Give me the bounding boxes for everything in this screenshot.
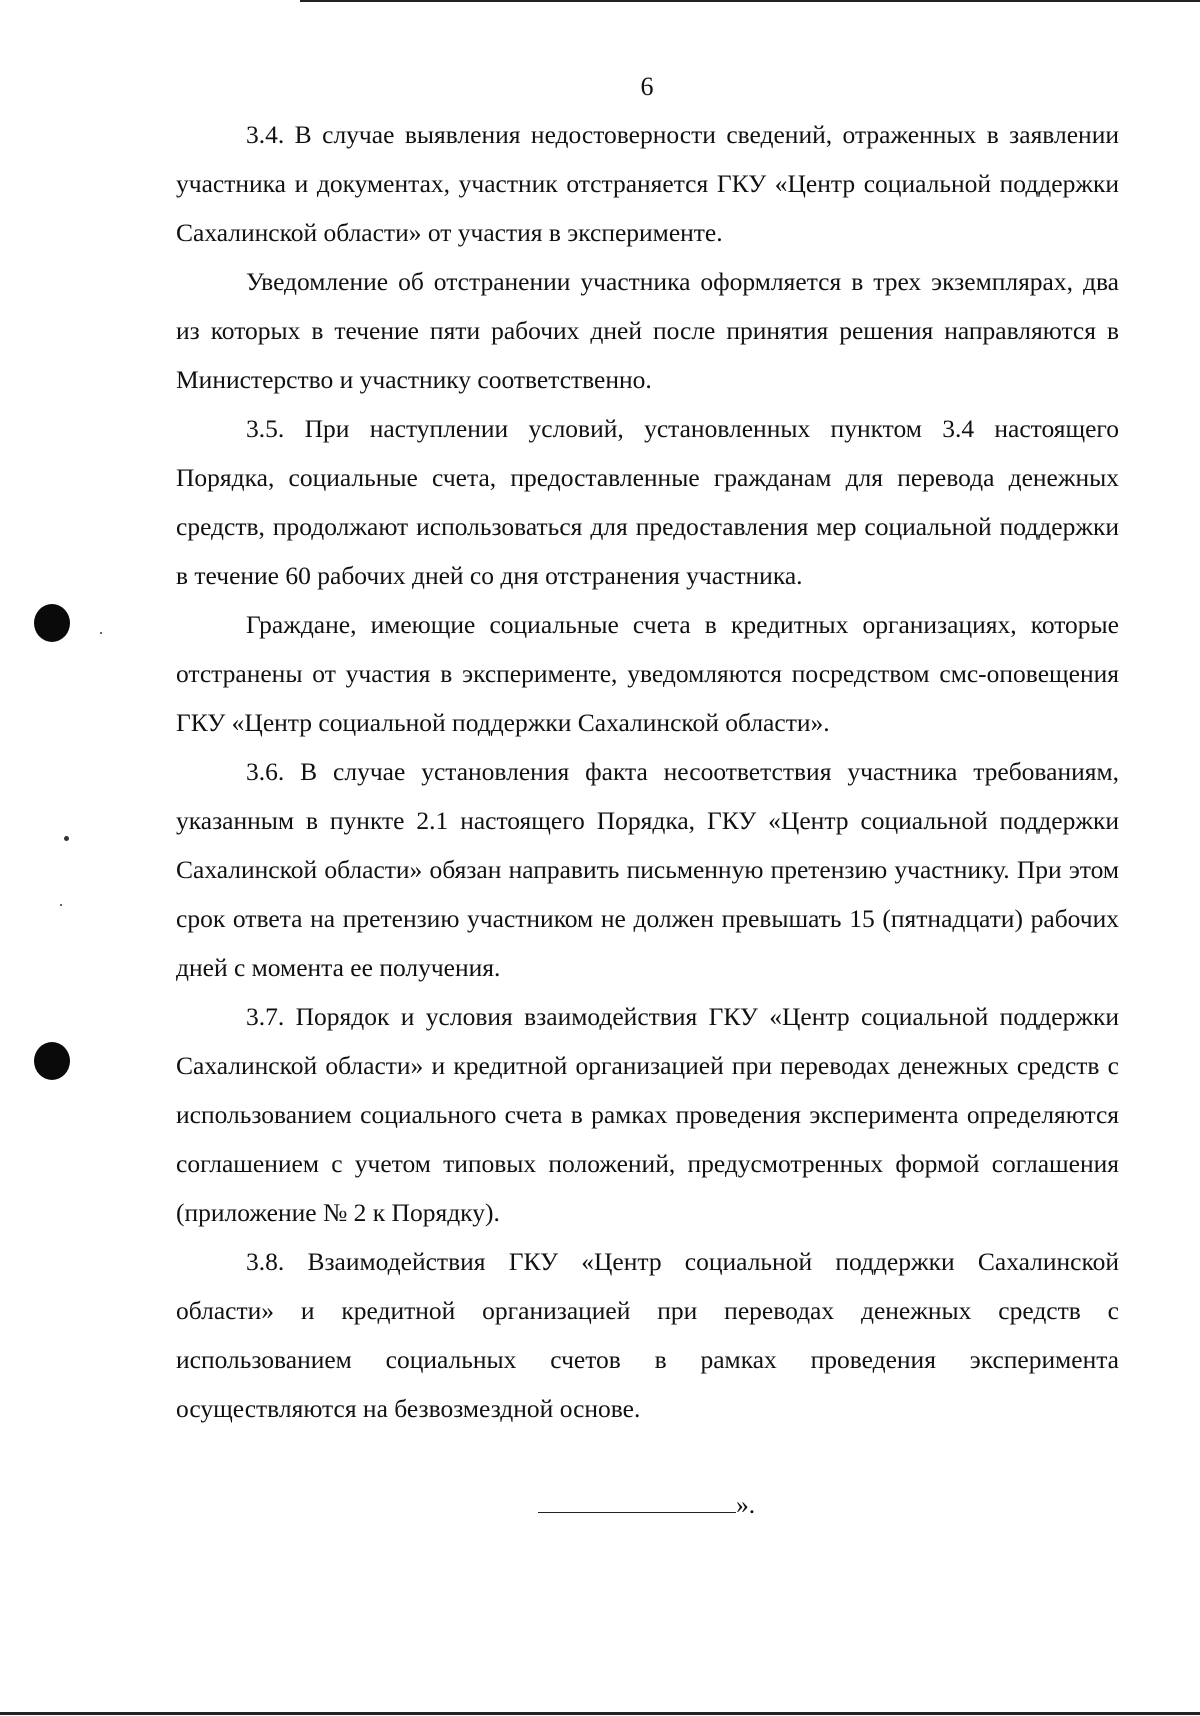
document-body: [176, 110, 1119, 1433]
paragraph-3-8: 3.8. Взаимодействия ГКУ «Центр социальной поддержки Сахалинской области» и кредитной организацией при переводах денежных средств с использованием социальных счетов в рамках проведения эксперимента осуществляются на безвозмездной основе.: [176, 1247, 1119, 1423]
paragraph-3-7: 3.7. Порядок и условия взаимодействия ГКУ «Центр социальной поддержки Сахалинской области» и кредитной организацией при переводах денежных средств с использованием социального счета в рамках проведения эксперимента определяются соглашением с учетом типовых положений, предусмотренных формой соглашения (приложение № 2 к Порядку).: [176, 1002, 1119, 1227]
scan-top-edge: [300, 0, 1200, 2]
page-number: 6: [640, 72, 654, 101]
paragraph-3-4: 3.4. В случае выявления недостоверности сведений, отраженных в заявлении участника и документах, участник отстраняется ГКУ «Центр социальной поддержки Сахалинской области» от участия в эксперименте.: [176, 120, 1119, 247]
scan-speck: [60, 904, 62, 906]
closing-underline: [538, 1488, 736, 1513]
paragraph-3-6: 3.6. В случае установления факта несоответствия участника требованиям, указанным в пункте 2.1 настоящего Порядка, ГКУ «Центр социальной поддержки Сахалинской области» обязан направить письменную претензию участнику. При этом срок ответа на претензию участником не должен превышать 15 (пятнадцати) рабочих дней с момента ее получения.: [176, 757, 1119, 982]
scan-bottom-edge: [0, 1712, 1200, 1715]
closing-quote: ».: [736, 1490, 756, 1519]
punch-hole-lower: [34, 1042, 70, 1080]
paragraph-notification: Уведомление об отстранении участника оформляется в трех экземплярах, два из которых в течение пяти рабочих дней после принятия решения направляются в Министерство и участнику соответственно.: [176, 267, 1119, 394]
closing-mark: [538, 1488, 755, 1522]
paragraph-3-5: 3.5. При наступлении условий, установленных пунктом 3.4 настоящего Порядка, социальные счета, предоставленные гражданам для перевода денежных средств, продолжают использоваться для предоставления мер социальной поддержки в течение 60 рабочих дней со дня отстранения участника.: [176, 414, 1119, 590]
scan-speck: [100, 632, 102, 634]
punch-hole-upper: [34, 604, 70, 642]
paragraph-citizens: Граждане, имеющие социальные счета в кредитных организациях, которые отстранены от участия в эксперименте, уведомляются посредством смс-оповещения ГКУ «Центр социальной поддержки Сахалинской области».: [176, 610, 1119, 737]
scan-speck: [64, 836, 69, 841]
